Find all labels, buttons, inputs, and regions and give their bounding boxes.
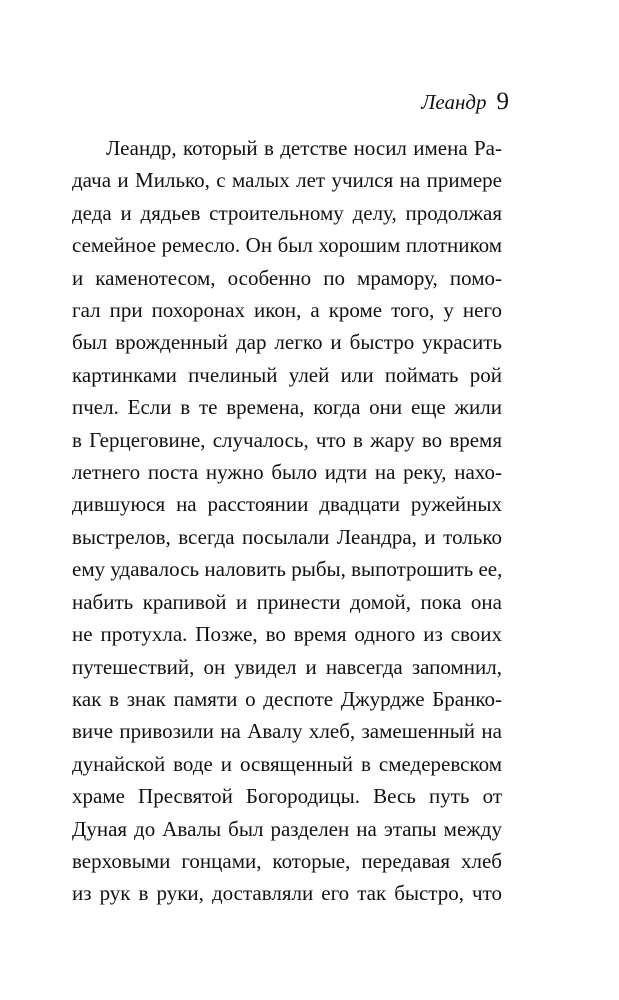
text-line: набить крапивой и принести домой, пока она xyxy=(72,589,502,614)
text-line: храме Пресвятой Богородицы. Весь путь от xyxy=(72,784,502,809)
text-line: дунайской воде и освященный в смедеревском xyxy=(72,751,502,776)
text-line: из рук в руки, доставляли его так быстро, что xyxy=(72,881,502,906)
text-line: верховыми гонцами, которые, передавая хлеб xyxy=(72,848,502,873)
text-line: виче привозили на Авалу хлеб, замешенный на xyxy=(72,719,502,744)
body-text xyxy=(72,132,502,910)
running-title: Леандр xyxy=(421,90,487,114)
text-line: ему удавалось наловить рыбы, выпотрошить ее, xyxy=(72,557,503,582)
text-line: Дуная до Авалы был разделен на этапы между xyxy=(72,816,502,841)
text-line: и каменотесом, особенно по мрамору, помо- xyxy=(72,265,502,290)
text-line: гал при похоронах икон, а кроме того, у него xyxy=(72,298,502,323)
text-line: не протухла. Позже, во время одного из своих xyxy=(72,622,502,647)
text-line: был врожденный дар легко и быстро украсить xyxy=(72,330,502,355)
text-line: пчел. Если в те времена, когда они еще жили xyxy=(72,395,502,420)
text-line: дача и Милько, с малых лет учился на примере xyxy=(72,168,502,193)
text-line: деда и дядьев строительному делу, продолжая xyxy=(72,200,502,225)
text-line: как в знак памяти о деспоте Джурдже Бранко- xyxy=(72,686,502,711)
text-line: картинками пчелиный улей или поймать рой xyxy=(72,362,502,387)
text-line: Леандр, который в детстве носил имена Ра- xyxy=(106,136,502,160)
text-line: путешествий, он увидел и навсегда запомнил, xyxy=(72,654,502,679)
text-line: в Герцеговине, случалось, что в жару во время xyxy=(72,427,502,452)
text-line: семейное ремесло. Он был хорошим плотником xyxy=(72,233,502,258)
text-line: выстрелов, всегда посылали Леандра, и только xyxy=(72,524,502,549)
text-line: дившуюся на расстоянии двадцати ружейных xyxy=(72,492,502,517)
page-number: 9 xyxy=(496,88,509,115)
running-head xyxy=(421,88,509,116)
text-line: летнего поста нужно было идти на реку, нахо- xyxy=(72,460,502,485)
